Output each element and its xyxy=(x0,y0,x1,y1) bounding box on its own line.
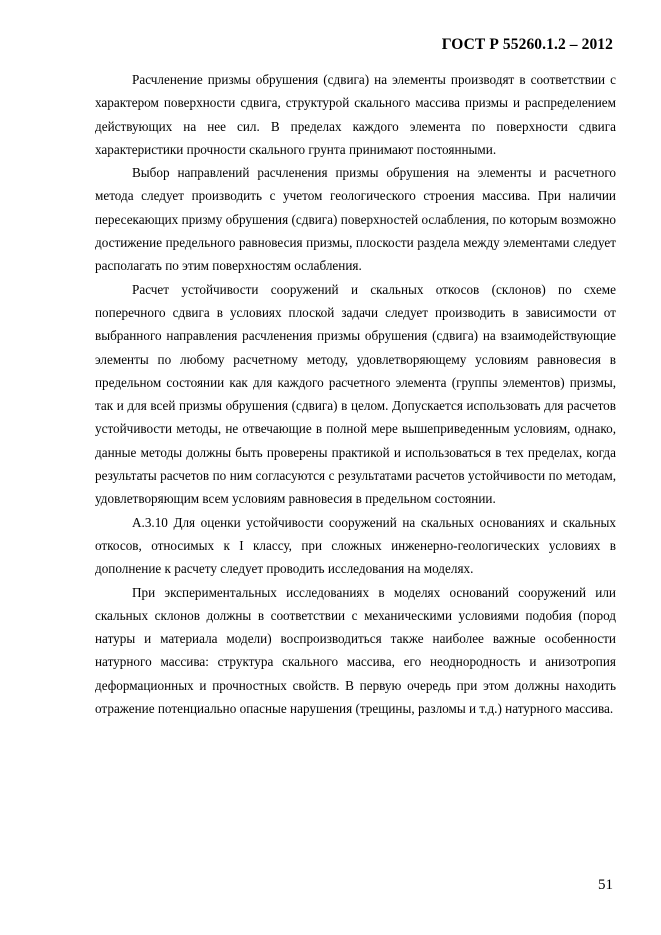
paragraph-4: А.3.10 Для оценки устойчивости сооружений на скальных основаниях и скальных откосов, относимых к I классу, при сложных инженерно-геологических условиях в дополнение к расчету следует проводить исследования на моделях. xyxy=(95,514,616,577)
document-header: ГОСТ Р 55260.1.2 – 2012 xyxy=(441,36,613,53)
paragraph-1: Расчленение призмы обрушения (сдвига) на элементы производят в соответствии с характером поверхности сдвига, структурой скального массива призмы и распределением действующих на нее сил. В пределах каждого элемента по поверхности сдвига характеристики прочности скального грунта принимают постоянными. xyxy=(95,72,616,157)
paragraph-2: Выбор направлений расчленения призмы обрушения на элементы и расчетного метода следует производить с учетом геологического строения массива. При наличии пересекающих призму обрушения (сдвига) поверхностей ослабления, по которым возможно достижение предельного равновесия призмы, плоскости раздела между элементами следует располагать по этим поверхностям ослабления. xyxy=(95,165,616,274)
paragraph-3: Расчет устойчивости сооружений и скальных откосов (склонов) по схеме поперечного сдвига в условиях плоской задачи следует производить в зависимости от выбранного направления расчленения призмы обрушения (сдвига) на взаимодействующие элементы по любому расчетному методу, удовлетворяющему условиям равновесия в предельном состоянии как для каждого расчетного элемента (группы элементов) призмы, так и для всей призмы обрушения (сдвига) в целом. Допускается использовать для расчетов устойчивости методы, не отвечающие в полной мере вышеприведенным условиям, однако, данные методы должны быть проверены практикой и использоваться в тех пределах, когда результаты расчетов по ним согласуются с результатами расчетов устойчивости по методам, удовлетворяющим всем условиям равновесия в предельном состоянии. xyxy=(95,281,616,507)
page-number: 51 xyxy=(598,877,613,893)
document-body xyxy=(95,68,616,720)
paragraph-5: При экспериментальных исследованиях в моделях оснований сооружений или скальных склонов должны в соответствии с механическими условиями подобия (пород натуры и материала модели) воспроизводиться также наиболее важные особенности натурного массива: структура скального массива, его неоднородность и анизотропия деформационных и прочностных свойств. В первую очередь при этом должны находить отражение потенциально опасные нарушения (трещины, разломы и т.д.) натурного массива. xyxy=(95,584,616,717)
